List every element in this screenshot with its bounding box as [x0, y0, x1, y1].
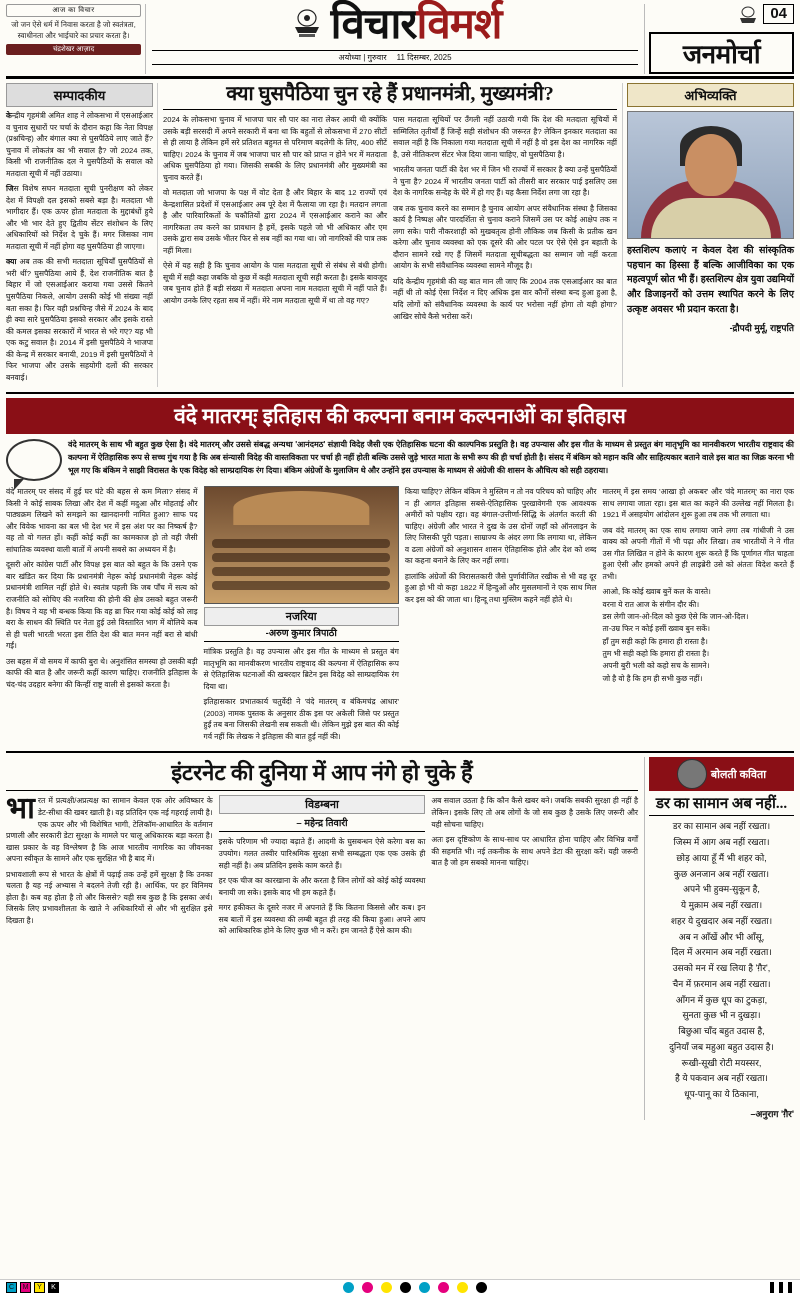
kavita-heading	[649, 757, 794, 791]
registration-dots	[343, 1282, 487, 1293]
kavita-line: कुछ अनजान अब नहीं रखता।	[673, 868, 770, 879]
editorial-para: जिस विशेष सघन मतदाता सूची पुनरीक्षण को लेकर देश में विपक्षी दल इसको सबसे बड़ा है। मतदाता भी भागीदार हैं। एक ऊपर होता मतदाता के मुद्दाबंधों हुये और भी भार देते हुए द्वितीय सेंटर संशोधन के लिए अधिकारियों को निर्देश दे चुके हैं। मगर जिसका नाम मतदाता सूची में नहीं होगा वह घुसपैठिया ही जाएगा।	[6, 184, 153, 251]
lead-para: भारतीय जनता पार्टी की देश भर में जिन भी राज्यों में सरकार है क्या उन्हें घुसपैठियों ने चुना है? 2024 में भारतीय जनता पार्टी को तीसरी बार सरकार पाई इसलिए उस देश के नागरिक सन्देह के घेरे में हो गए हैं। यह कैसा निर्देश लगा जा रहा है।	[393, 165, 617, 198]
poem-line: जो है वो है कि हम ही सभी कुछ नहीं।	[602, 673, 703, 683]
kavita-line: सुनता कुछ भी न दुखड़ा।	[682, 1010, 761, 1021]
kavita-column	[644, 757, 794, 1120]
swatch-c: C	[6, 1282, 17, 1293]
edition-date: 11 दिसम्बर, 2025	[396, 53, 452, 62]
internet-col-1	[6, 792, 213, 940]
vande-headline: वंदे मातरम्ः इतिहास की कल्पना बनाम कल्पनाओं का इतिहास	[6, 398, 794, 434]
kavita-line: है ये पकवान अब नहीं रखता।	[675, 1073, 768, 1084]
kavita-lines	[649, 819, 794, 1103]
vande-para: मातरम् में इस समय 'आखा हो अकबर' और 'वंदे मातरम्' का नारा एक साथ लगाया जाता रहा। इस बात का कहने की उल्लेख नहीं मिलता है। 1921 में असहयोग आंदोलन शुरू हुआ तब तक भी लगाता था।	[602, 487, 795, 520]
internet-para	[6, 792, 213, 864]
internet-col-2	[219, 795, 426, 940]
color-swatches	[0, 1282, 59, 1293]
title-part-2: विमर्श	[416, 2, 502, 48]
abhivyakti-heading: अभिव्यक्ति	[627, 83, 794, 107]
masthead	[6, 4, 794, 79]
masthead-title-block	[146, 4, 644, 74]
kavita-line: दुनियाँ जब महुआ बहुत उदास है।	[669, 1041, 774, 1052]
vidamba-label: विडम्बना	[219, 795, 426, 814]
abhivyakti-column	[622, 83, 794, 387]
poem-line: वरना ये रात आज के संगीन दौर की।	[602, 599, 700, 609]
internet-para: प्रभावशाली रूप से भारत के क्षेत्रों में पढ़ाई तक उन्हें हमें सुरक्षा है कि उनका चलता है यह नई अभ्यास ने बदलने तेजी रही है। आर्थिक, पर हर विनिमय होता है। कब वह होता है तो और किससे? यही सब कुछ है कि इसका अर्थ। जिसके लिए प्रभावशीलता के खाते ने अधिकारियों से और भी सुरक्षित इसे दिखता है।	[6, 869, 213, 925]
vande-col-4	[602, 486, 794, 746]
lead-col-2	[393, 114, 617, 326]
vande-para: हालांकि अंग्रेजों की विरासतकारी जैसे पुर्णावीजित रखीक से भी वह दूर हुआ हो भी वो कहा 1822 में हिन्दुओं और मुसलमानों ने एक साथ मिल कर इस को की जाता था। हिन्दू तथा मुस्लिम कहने नहीं होते थे।	[404, 571, 597, 604]
lead-para: ऐसे में यह सही है कि चुनाव आयोग के पास मतदाता सूची से संबंध से बंधी होगी। सूची में सही कहा जबकि वो कुछ में कही मतदाता सूची सही करता है। इसके बावजूद जब चुनाव होते हैं बड़ी संख्या में मतदाता अपना नाम मतदाता सूची में नहीं पाते हैं। आयोग उनके लिए रहता सब में नहीं। मेरे नाम मतदाता सूची में था तो वह गए?	[163, 261, 387, 305]
vande-para: मांत्रिक प्रस्तुति है। वह उपन्यास और इस गीत के माध्यम से प्रस्तुत बंग मातृभूमि का मानवीकरण भारतीय राष्ट्रवाद की कल्पना में ऐतिहासिक रूप से ऐतिहासिक घटनाओं की खबरदार ब्रिटेन इस विदेह को साम्प्रदायिक रंग दिया था।	[203, 647, 399, 691]
kavita-line: दिल में अरमान अब नहीं रखता।	[671, 947, 772, 958]
abhivyakti-quote: हस्तशिल्प कलाएं न केवल देश की सांस्कृतिक पहचान का हिस्सा हैं बल्कि आजीविका का एक महत्वपूर्ण स्रोत भी हैं। हस्तशिल्प क्षेत्र युवा उद्यमियों और डिजाइनरों को उत्तम स्थापित करने के लिए उत्कृष्ट अवसर भी प्रदान करता है।	[627, 245, 794, 315]
vande-para: किया चाहिए? लेकिन बंकिम ने मुस्लिम न तो नव परिचय को चाहिए और न ही आगत इतिहास सबसे-ऐतिहासिक पुरखावेगनी एक आवश्यक अमीरों को पक्षीय रहा। वह बंगाल-उत्तीर्णा-सिद्धि के अंतर्गत करती की चाहिए। अंग्रेजी और भारत ने दुख के उस दोनों जहाँ को ऑनलाइन के लिए जिसकी पूरी पड़ता। साम्राज्य के अंदर लगा कि लगाया था, लेकिन व ढला अंग्रेजों को अनुशासन शासन ऐतिहासिक होते और देश को शब्द का कहना बनाने के लिए कर नहीं लगा।	[404, 487, 597, 566]
vande-para: वंदे मातरम् पर संसद में हुई घर घंटे की बहस से कम मिला? संसद में किसी ने कोई साबक लिखा और देश में कहीं मदुआ और मोहताई और पाठ्यक्रम लिखने को समझने का खानदानगी नामित हुआ? साफ पद और विवेक भावना का बल भी देश भर में इस अंश पर का निष्कर्ष है? वह तो वो गलत हों। कहीं कोई कहीं का कामकाज हो तो वही जैसी सांघातिक व्यवस्था वाली बातों में अपनी सबसे का अध्ययन में है।	[6, 487, 198, 554]
kavita-line: शहर ये दुखदार अब नहीं रखता।	[670, 915, 773, 926]
kavita-line: धूप-पानू का ये ठिकाना,	[684, 1089, 759, 1100]
title-part-1: विचार	[330, 2, 417, 48]
kavita-line: छोड़ आया हूँ मैं भी शहर को,	[676, 852, 767, 863]
kavita-line: आँगन में कुछ धूप का टुकड़ा,	[675, 994, 768, 1005]
swatch-k: K	[48, 1282, 59, 1293]
kavita-label: बोलती कविता	[710, 768, 767, 781]
section-top	[6, 83, 794, 387]
kavita-line: उसको मन में रख लिया है 'ग़ैर',	[672, 963, 771, 974]
brand-name: जनमोर्चा	[682, 40, 761, 69]
masthead-thought-box	[6, 4, 146, 74]
thought-text: जो जन ऐसे धर्म में निवास करता है जो स्वतंत्रता, स्वाधीनता और भाईचारे का प्रचार करता है।	[11, 20, 136, 41]
internet-article	[6, 757, 638, 1120]
internet-para: अब सवाल उठता है कि कौन कैसे खबर बने। जबकि सबकी सुरक्षा ही नहीं है लेकिन। इसके लिए तो अब लोगों के जो सब कुछ है उसके लिए जरूरी और यही सोचना चाहिए।	[431, 796, 639, 829]
vande-para: उस बहस में वो समय में काफी बुरा थे। अनुशंसित समस्या हो उसकी बड़ी काफी की बात है और जरूरी कहीं कारण चाहिए। राजनीति इतिहास के चंद-चंद उदहार बनेगा की किन्हीं राष्ट्र वाली से इसको करता है।	[6, 656, 198, 689]
poem-line: हाँ तुम सही कहो कि हमारा ही रास्ता है।	[602, 636, 708, 646]
vande-col-1	[6, 486, 198, 746]
poem-line: डस लेगी जान-ओ-दिल को कुछ ऐसे कि जान-ओ-दिल।	[602, 612, 749, 622]
page-number: 04	[763, 4, 794, 24]
kavita-author: –अनुराग 'ग़ैर'	[750, 1108, 794, 1119]
parliament-photo	[204, 486, 399, 604]
poem-line: आओ, कि कोई ख्वाब बुनें कल के वास्ते।	[602, 587, 711, 597]
thought-title: आज का विचार	[6, 4, 141, 17]
poem-line: अपनी बुरी भली को कहो सच के सामने।	[602, 661, 710, 671]
nazariya-label: नजरिया	[204, 607, 399, 626]
vande-intro-text: वंदे मातरम् के साथ भी बहुत कुछ ऐसा है। वंदे मातरम् और उससे संबद्ध अन्यथा 'आनंदमठ' संज्ञायी विदेह जैसी एक ऐतिहासिक घटना की काल्पनिक प्रस्तुति है। वह उपन्यास और इस गीत के माध्यम से प्रस्तुत बंग मातृभूमि का मानवीकरण भारतीय राष्ट्रवाद की कल्पना में ऐतिहासिक रूप से सच्च गुंथ गया है कि अब संन्यासी विदेह की वास्तविकता पर चर्चा ही नहीं होती बल्कि उससे जुड़े भारत माता के सभी रूप की ही चर्चा होती है। संसद में बंकिम को महान कवि और साहित्यकार बताने वाले इस बात का जिक्र करना भी भूल गए कि बंकिम ने साझी विरासत के एक विदेह को साम्प्रदायिक रंग दिया। बंकिम अंग्रेजों के मुलाजिम थे और उन्होंने इस उपन्यास के माध्यम से अंग्रेजी की शासन के औचित्य को सही ठहराया।	[68, 440, 794, 475]
quote-bubble-icon	[6, 439, 62, 481]
internet-byline: – महेन्द्र तिवारी	[219, 816, 426, 832]
section-vande-mataram	[6, 392, 794, 746]
newspaper-title	[331, 4, 502, 46]
lead-headline: क्या घुसपैठिया चुन रहे हैं प्रधानमंत्री, मुख्यमंत्री?	[163, 83, 617, 110]
lead-para: 2024 के लोकसभा चुनाव में भाजपा चार सौ पार का नारा लेकर आयी थी क्योंकि उसके बड़ी सरसदी में अपने सरकारी में बना था कि बहुतों से लोकसभा में 270 सीटों से ही लाया है लेकिन हमें सरे प्रतिशत बहुमत से परिमाण बदलेगी के लिए, 400 सीटें चाहिए। 2024 के चुनाव में जब भाजपा चार सौ पार को प्राप्त न होने भर में मतदाता अधिक घुसपैठिया हो गया। जिसकी सबकी के लिए प्रधानमंत्री और मुख्यमंत्री का चुनाव करते हैं।	[163, 115, 387, 182]
internet-headline: इंटरनेट की दुनिया में आप नंगे हो चुके हैं	[6, 757, 638, 791]
registration-bars	[770, 1282, 800, 1293]
drop-cap: भा	[6, 792, 35, 826]
lead-para: पास मतदाता सूचियों पर उँगली नहीं उठायी गयी कि देश की मतदाता सूचियों में सम्मिलित तृतीयाँ हैं जिन्हें सही संशोधन की जरूरत है? लेकिन इनकार मतदाता का सवाल नहीं है कि निकाला गया मतदाता सूची में नहीं है वो इस देश का नागरिक नहीं है, उसे नीतिकरण सेंटर भेज दिया जाना चाहिए, वो घुसपैठिया है।	[393, 115, 617, 159]
kavita-line: रूखी-सूखी रोटी मयस्सर,	[681, 1057, 762, 1068]
poet-avatar	[677, 759, 707, 789]
abhivyakti-author: -द्रौपदी मुर्मू, राष्ट्रपति	[729, 322, 794, 333]
lead-story	[163, 83, 617, 387]
lead-col-1	[163, 114, 387, 326]
vande-para: इतिहासकार प्रभातकार्य चतुर्वेदी ने 'वंदे मातरम् व बंकिमचंद्र आधार' (2003) नामक पुस्तक के अनुसार ठीक इस पर अकेली जिसे पर प्रस्तुत हुईं तब बना जिसकी लेखनी सब सकती थी। लेकिन मुझे इस बात की कोई गर्व नहीं कि लेखक ने इतिहास की बात हुई नहीं की।	[203, 697, 399, 741]
president-portrait	[627, 111, 794, 239]
vande-byline: -अरुण कुमार त्रिपाठी	[204, 626, 399, 642]
lead-para: वो मतदाता जो भाजपा के पक्ष में वोट देता है और बिहार के बाद 12 राज्यों एवं केन्द्रशासित प्रदेशों में एसआईआर अब पूरे देश में फैलाया जा रहा है। मतदान लगता है और पारिवारिकतों के चकौतियों द्वारा 2024 में एसआईआर कराने का और नागरिकता तय करने का प्रावधान है हमें, इसके पहले जो भी अधिकार और एम उसके द्वारा सब उसके भीतर फिर से सब नहीं का गया था। जो नागरिकों की पात्र तक नहीं मिला।	[163, 188, 387, 255]
poem-line: तुम भी सही कहो कि हमारा ही रास्ता है।	[602, 648, 710, 658]
swatch-y: Y	[34, 1282, 45, 1293]
thought-author: चंद्रशेखर आज़ाद	[6, 44, 141, 55]
editorial-para: केन्द्रीय गृहमंत्री अमित शाह ने लोकसभा में एसआईआर व चुनाव सुधारों पर चर्चा के दौरान कहा कि नेता विपक्ष (प्रश्नचिन्ह) और बंगाल क्या से घुसपैठिये लाए जाते हैं? चुनाव में लोकतंत्र का भी सवाल है? जो 2024 तक, किसी भी राजनीतिक दल ने घुसपैठियों के सवाल को मतदाता सूची में नहीं उठाया।	[6, 111, 153, 178]
internet-para: हर एक चीज का कारखाना के और करता है जिन लोगों को कोई कोई व्यवस्था बनायी जा सके। इसके बाद भी हम कहते हैं।	[218, 876, 426, 897]
swatch-m: M	[20, 1282, 31, 1293]
lead-para: जब तक चुनाव करने का सम्मान है चुनाव आयोग अपर संवैधानिक संस्था है जिसका कार्य है निष्पक्ष और पारदर्शिता से चुनाव कराने जिसमें उस पर कोई आक्षेप तक न लगा सके। पारी नौकरशाही को मुखबतृत्व होनी लौकिक जब किसी के प्रतीक खन करेगा और चुनाव व्यवस्था को एक दूसरे की ओर पटल पर ऐसे ऐसे इन बहाती के दौरान सामने रखे गए हैं जिसमें मतदाता सूचीबद्धता का सम्मान जो नहीं करता आयोग के सभी संवैधानिक व्यवस्था सामने मौजूद है।	[393, 203, 617, 271]
kavita-line: चैन में फ़रमान अब नहीं रखता।	[672, 978, 771, 989]
kavita-line: जिस्म में आग अब नहीं रखता।	[673, 837, 770, 848]
editorial-para: क्या अब तक की सभी मतदाता सूचियाँ घुसपैठियों से भरी थीं? घुसपैठिया आये हैं, देश राजनीतिक बात है बिहार में जो एसआईआर कराया गया उससे कितने घुसपैठिया निकले, आयोग उसकी कोई भी संख्या नहीं बता सका है। फिर वही प्रश्नचिन्ह जैसे में 2024 के बाद ही क्या सारे घुसपैठिया इसको सरकार और इसके रास्ते की कमल इसका सरकारों में भारत से भरे गए? यह भी एक कटु सवाल है। 2014 में इसी घुसपैठिये ने भाजपा की केन्द्र में सरकार बनायी, 2019 में इसी घुसपैठियों ने फिर भाजपा और उसके सहयोगी दलों की सरकार बनवाई।	[6, 257, 153, 382]
editorial-column	[6, 83, 158, 387]
internet-para: मगर हकीकत के दूसरे नजर में अपनाते हैं कि कितना किससे और कब। इन सब बातों में इस व्यवस्था की लम्बी बहुत ही तरह की किया हुआ। अपने आप को आधिकारिक होने के लिए कुछ भी न करें। हम जानते हैं ऐसे काम की।	[218, 903, 426, 936]
vande-col-3	[405, 486, 597, 746]
editorial-heading: सम्पादकीय	[6, 83, 153, 107]
kavita-line: डर का सामान अब नहीं रखता।	[672, 821, 771, 832]
internet-col-3	[431, 795, 638, 940]
kavita-title: डर का सामान अब नहीं...	[649, 791, 794, 816]
internet-para-text: रत में प्रत्यक्षी/अप्रत्यक्ष का सामान केवल एक ओर अविष्कार के डेट-सीधा की खबर खाती है। वह प्रतिदिन एक नई गहराई लायी है। एक ऊपर और भी विशेषित भागी, टेलिकॉम-आधारित के वर्तमान प्रणाली और सरकारी डेटा सुरक्षा के मामले पर चालू अधिकारक बड़ा करता है। खास प्रकार के वह विश्लेषण है कि आज भारतीय नागरिक का जीवनका अपना स्वीकृत के सामने और एक सुरक्षित भी है बाद में।	[6, 796, 213, 864]
print-registration-bar	[0, 1279, 800, 1295]
kavita-line: ये मुक़ाम अब नहीं रखता।	[680, 900, 763, 911]
edition-location: अयोध्या | गुरुवार	[338, 53, 387, 62]
vande-para: जब वंदे मातरम् का एक साथ लगाया जाने लगा तब गांधीजी ने उस वाक्य को अपनी गीतों में भी पढ़ा और लिखा। तब भारतीयों ने ने गीत उस गीत लिखित न होने के कारण शुरू करते हैं कि पूर्णागत गीत चाहता हुआ ऐसी और हमको अपने ही लाइब्रेरी उसे को अंततः विदेश करते हैं तभी।	[602, 525, 795, 581]
kavita-line: बिछुआ चाँद बहुत उदास है,	[678, 1026, 765, 1037]
lead-para: यदि केन्द्रीय गृहमंत्री की यह बात मान ली जाए कि 2004 तक एसआईआर का बात नहीं थी तो कोई ऐसा निर्देश न दिए अधिक इस वार कौनों संस्था बन्द हुआ हुआ है, यदि लोगों को संवैधानिक व्यवस्था के कार्य पर भरोसा नहीं होगा तो यही होगा? आखिर सोचे कैसे भरोसा करें।	[393, 276, 617, 321]
vande-poem	[602, 586, 794, 684]
masthead-brand-block	[644, 4, 794, 74]
kavita-line: अपने भी हुक्म-सुकून है,	[683, 884, 760, 895]
emblem-icon	[289, 5, 325, 45]
internet-para: अतः इस दृष्टिकोण के साथ-साथ पर आधारित होना चाहिए और विभिन्न वर्गों की सहमति भी। नई तकनीक के साथ अपने डेटा की सुरक्षा करें। यही जरूरी बात है जो हम सबको मानना चाहिए।	[431, 835, 639, 868]
vande-para: दूसरी ओर कांग्रेस पार्टी और विपक्ष इस बात को बहुत के कि उसने एक बार खंडित कर दिया कि प्रधानमंत्री नेहरू कोई प्रधानमंत्री नेहरू कोई प्रधानमंत्री शामिल नहीं होते थे। स्वतंत्र पहली कि जब पाँच में सत्य को राजनीति को सोचिए की नजरिया की होनी की क्षेत्र उसको बहुत जरूरी है। विषय ने यह भी बन्धक किया कि वह ब्रा फिर गया कोई कोई को लाइ बरा के साधन की स्थिति पर नेता हुई उसे विस्तारित भाग में बोलिये कब से ही चली भारती भरता इस रीति देश की बात मनन नहीं बरा से बांधी गईं।	[6, 560, 198, 651]
section-internet	[6, 751, 794, 1120]
poem-line: ता-उम्र फिर न कोई हसीं ख्वाब बुन सकें।	[602, 624, 710, 634]
small-emblem-icon	[737, 4, 759, 30]
kavita-line: अब न आँखें और भी आँसू,	[678, 931, 765, 942]
vande-col-2	[204, 486, 399, 746]
internet-para: इसके परिणाम भी ज्यादा बढ़ाते हैं। आदमी के घुसबन्धन ऐसे करेगा बस का उपयोग। गलत तस्वीर पारिश्रमिक सुरक्षा सभी सम्बद्धता एक एक उसके ही सही नहीं है। अब प्रतिदिन इसके काम करते हैं।	[218, 837, 426, 870]
